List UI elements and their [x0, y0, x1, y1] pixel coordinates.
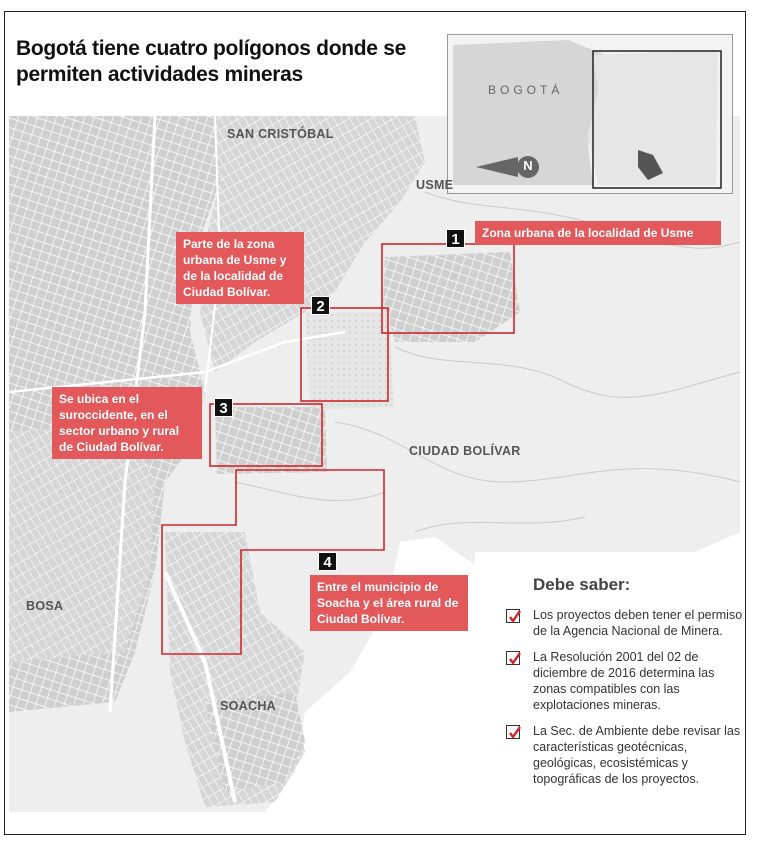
info-item [504, 723, 744, 787]
zone-number-2: 2 [311, 296, 330, 315]
info-text: La Sec. de Ambiente debe revisar las características geotécnicas, geológicas, ecosistémicas y topográficas de los proyectos. [533, 724, 741, 786]
info-text: Los proyectos deben tener el permiso de la Agencia Nacional de Minera. [533, 608, 743, 638]
place-label-ciudad-bolivar: CIUDAD BOLÍVAR [409, 444, 521, 458]
zone-3-callout: Se ubica en el suroccidente, en el sector urbano y rural de Ciudad Bolívar. [52, 387, 202, 459]
zone-number-3: 3 [214, 398, 233, 417]
zone-2-callout: Parte de la zona urbana de Usme y de la localidad de Ciudad Bolívar. [176, 232, 304, 304]
info-title: Debe saber: [533, 575, 631, 594]
inset-graphic [448, 35, 733, 194]
place-label-soacha: SOACHA [220, 699, 276, 713]
info-item [504, 649, 744, 713]
page-title: Bogotá tiene cuatro polígonos donde se permiten actividades mineras [16, 37, 406, 86]
place-label-bosa: BOSA [26, 599, 64, 613]
zone-4-callout: Entre el municipio de Soacha y el área rural de Ciudad Bolívar. [310, 575, 468, 631]
info-item [504, 607, 744, 639]
place-label-san-cristobal: SAN CRISTÓBAL [227, 127, 334, 141]
zone-number-4: 4 [318, 552, 337, 571]
info-text: La Resolución 2001 del 02 de diciembre de 2016 determina las zonas compatibles con las explotaciones mineras. [533, 650, 715, 712]
checkmark-icon [506, 725, 520, 739]
info-panel [504, 575, 744, 797]
zone-1-callout: Zona urbana de la localidad de Usme [475, 221, 721, 245]
checkmark-icon [506, 651, 520, 665]
infographic-frame [4, 11, 746, 835]
north-letter: N [523, 158, 533, 173]
place-label-usme: USME [416, 178, 454, 192]
locator-inset-map [447, 34, 733, 194]
checkmark-icon [506, 609, 520, 623]
zone-number-1: 1 [446, 229, 465, 248]
inset-label: BOGOTÁ [488, 83, 564, 97]
